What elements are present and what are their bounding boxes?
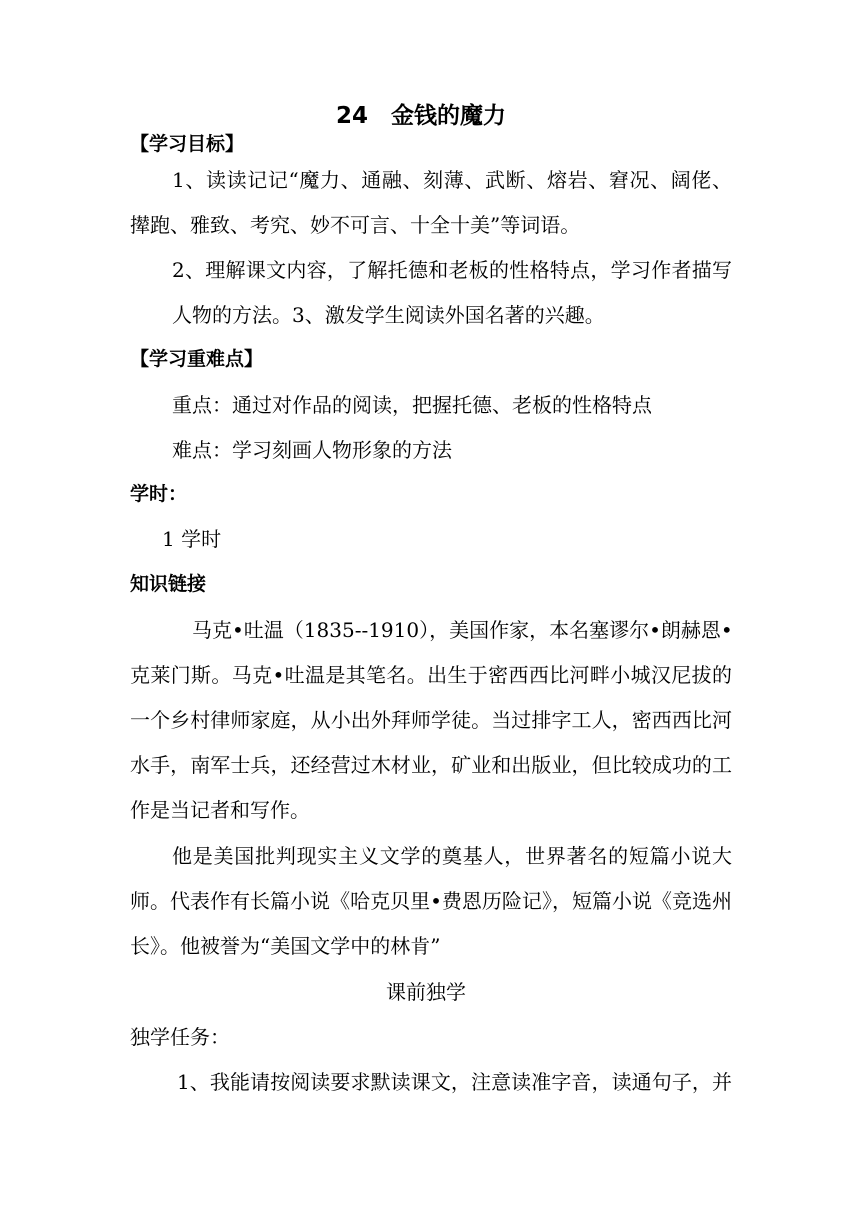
knowledge-line-5: 作是当记者和写作。 bbox=[130, 798, 310, 822]
knowledge-line-3: 一个乡村律师家庭，从小出外拜师学徒。当过排字工人，密西西比河 bbox=[130, 708, 732, 732]
knowledge-line-7: 师。代表作有长篇小说《哈克贝里•费恩历险记》，短篇小说《竞选州 bbox=[130, 889, 732, 913]
difficulty-text: 难点：学习刻画人物形象的方法 bbox=[172, 438, 452, 462]
knowledge-heading: 知识链接 bbox=[130, 573, 207, 595]
focus-text: 重点：通过对作品的阅读，把握托德、老板的性格特点 bbox=[172, 393, 652, 417]
objective-line-2: 撵跑、雅致、考究、妙不可言、十全十美”等词语。 bbox=[130, 213, 581, 237]
hours-value: 1 学时 bbox=[162, 527, 222, 551]
task-1: 1、我能请按阅读要求默读课文，注意读准字音，读通句子，并 bbox=[177, 1070, 732, 1094]
knowledge-line-6: 他是美国批判现实主义文学的奠基人，世界著名的短篇小说大 bbox=[172, 844, 732, 868]
knowledge-line-8: 长》。他被誉为“美国文学中的林肯” bbox=[130, 934, 441, 958]
knowledge-line-1: 马克•吐温（1835--1910），美国作家，本名塞谬尔•朗赫恩• bbox=[192, 618, 733, 642]
objective-line-3: 2、理解课文内容，了解托德和老板的性格特点，学习作者描写 bbox=[172, 258, 732, 282]
task-label: 独学任务： bbox=[130, 1025, 230, 1049]
objective-line-4: 人物的方法。3、激发学生阅读外国名著的兴趣。 bbox=[172, 303, 605, 327]
objectives-heading: 【学习目标】 bbox=[130, 133, 245, 155]
hours-heading: 学时： bbox=[130, 483, 188, 505]
key-points-heading: 【学习重难点】 bbox=[130, 348, 264, 370]
knowledge-line-2: 克莱门斯。马克•吐温是其笔名。出生于密西西比河畔小城汉尼拔的 bbox=[130, 663, 732, 687]
page-title: 24 金钱的魔力 bbox=[336, 103, 507, 129]
knowledge-line-4: 水手，南军士兵，还经营过木材业，矿业和出版业，但比较成功的工 bbox=[130, 753, 732, 777]
preclass-heading: 课前独学 bbox=[386, 980, 466, 1004]
objective-line-1: 1、读读记记“魔力、通融、刻薄、武断、熔岩、窘况、阔佬、 bbox=[172, 168, 732, 192]
